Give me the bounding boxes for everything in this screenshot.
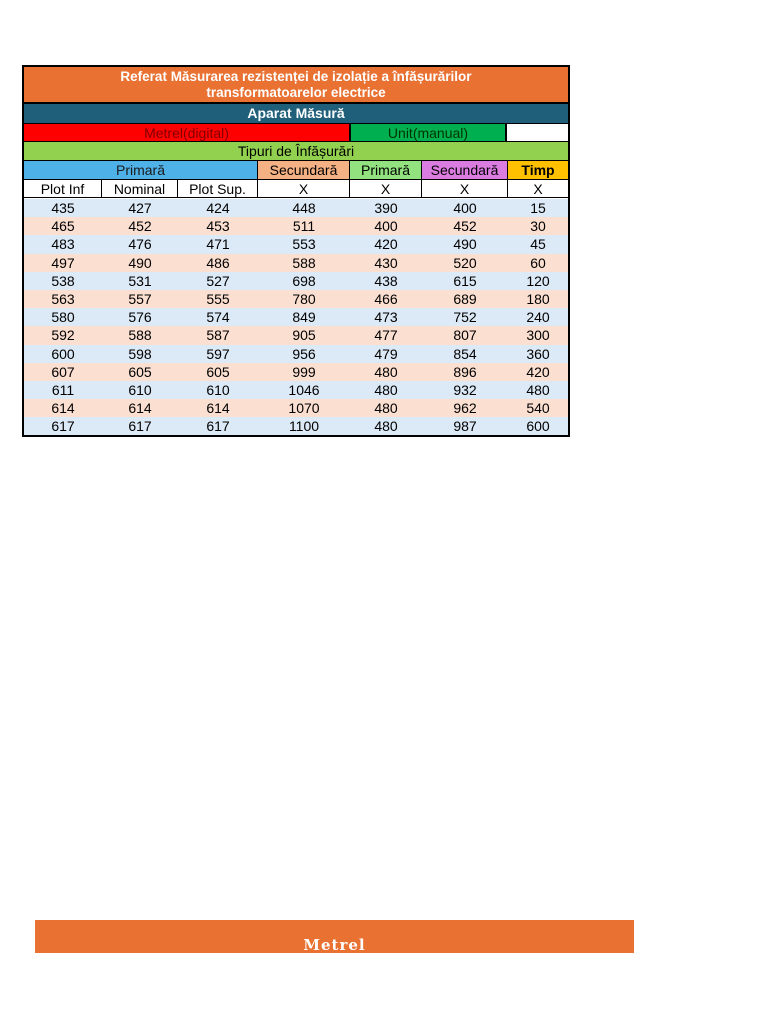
table-cell: 466 <box>374 290 398 307</box>
table-cell: 600 <box>526 418 550 435</box>
table-cell: 490 <box>453 236 477 253</box>
table-cell: 553 <box>292 236 316 253</box>
table-cell: 580 <box>51 309 75 326</box>
table-row <box>24 417 568 435</box>
table-cell: 588 <box>292 254 316 271</box>
table-cell: 600 <box>51 345 75 362</box>
table-cell: 480 <box>374 418 398 435</box>
table-cell: 531 <box>128 272 152 289</box>
table-cell: 698 <box>292 272 316 289</box>
table-row <box>24 345 568 363</box>
table-cell: 587 <box>206 327 230 344</box>
subheader-plot-sup: Plot Sup. <box>178 180 258 198</box>
table-body <box>24 198 568 435</box>
table-cell: 614 <box>128 400 152 417</box>
table-cell: 424 <box>206 200 230 216</box>
aparat-header: Aparat Măsură <box>24 104 568 124</box>
table-cell: 752 <box>453 309 477 326</box>
title-line-2: transformatoarelor electrice <box>206 85 386 100</box>
table-cell: 905 <box>292 327 316 344</box>
table-cell: 932 <box>453 381 477 398</box>
table-cell: 420 <box>374 236 398 253</box>
table-cell: 1046 <box>288 381 320 398</box>
table-cell: 476 <box>128 236 152 253</box>
table-row <box>24 199 568 217</box>
table-row <box>24 381 568 399</box>
table-cell: 120 <box>526 272 550 289</box>
tipuri-header: Tipuri de Înfășurări <box>24 142 568 161</box>
table-cell: 180 <box>526 290 550 307</box>
table-cell: 896 <box>453 363 477 380</box>
table-cell: 477 <box>374 327 398 344</box>
table-cell: 849 <box>292 309 316 326</box>
table-cell: 490 <box>128 254 152 271</box>
table-cell: 452 <box>453 218 477 235</box>
table-cell: 962 <box>453 400 477 417</box>
table-cell: 540 <box>526 400 550 417</box>
table-cell: 45 <box>530 236 546 253</box>
footer-text: Metrel <box>303 936 366 954</box>
title-line-1: Referat Măsurarea rezistenței de izolație a înfășurărilor <box>120 69 472 84</box>
table-cell: 420 <box>526 363 550 380</box>
table-cell: 588 <box>128 327 152 344</box>
table-cell: 465 <box>51 218 75 235</box>
table-cell: 617 <box>51 418 75 435</box>
table-cell: 471 <box>206 236 230 253</box>
table-cell: 527 <box>206 272 230 289</box>
table-title <box>24 67 568 104</box>
subheader-x-primara: X <box>350 180 422 198</box>
group-secundara-2: Secundară <box>422 161 508 180</box>
table-cell: 538 <box>51 272 75 289</box>
table-cell: 611 <box>51 381 75 398</box>
table-cell: 576 <box>128 309 152 326</box>
table-cell: 780 <box>292 290 316 307</box>
table-cell: 473 <box>374 309 398 326</box>
table-cell: 390 <box>374 200 398 216</box>
table-cell: 615 <box>453 272 477 289</box>
table-cell: 617 <box>128 418 152 435</box>
table-cell: 480 <box>526 381 550 398</box>
table-cell: 480 <box>374 363 398 380</box>
subheader-x-timp: X <box>508 180 568 198</box>
table-cell: 1070 <box>288 400 320 417</box>
table-row <box>24 399 568 417</box>
table-cell: 448 <box>292 200 316 216</box>
group-primara-2: Primară <box>350 161 422 180</box>
group-header-row <box>24 161 568 180</box>
table-cell: 617 <box>206 418 230 435</box>
table-cell: 360 <box>526 345 550 362</box>
table-cell: 614 <box>206 400 230 417</box>
table-cell: 30 <box>530 218 546 235</box>
table-cell: 480 <box>374 381 398 398</box>
table-cell: 486 <box>206 254 230 271</box>
subheader-x-secundara-2: X <box>422 180 508 198</box>
table-cell: 480 <box>374 400 398 417</box>
table-cell: 610 <box>128 381 152 398</box>
table-cell: 987 <box>453 418 477 435</box>
devices-row <box>24 124 568 142</box>
table-cell: 438 <box>374 272 398 289</box>
table-cell: 400 <box>374 218 398 235</box>
table-row <box>24 254 568 272</box>
table-cell: 956 <box>292 345 316 362</box>
table-row <box>24 217 568 235</box>
table-row <box>24 290 568 308</box>
table-row <box>24 326 568 344</box>
table-cell: 598 <box>128 345 152 362</box>
group-primara: Primară <box>24 161 258 180</box>
subheader-x-secundara: X <box>258 180 350 198</box>
table-cell: 479 <box>374 345 398 362</box>
table-cell: 511 <box>292 218 316 235</box>
subheader-nominal: Nominal <box>102 180 178 198</box>
table-cell: 563 <box>51 290 75 307</box>
device-digital: Metrel(digital) <box>24 124 351 142</box>
table-cell: 614 <box>51 400 75 417</box>
subheader-row <box>24 180 568 198</box>
group-secundara: Secundară <box>258 161 350 180</box>
table-cell: 555 <box>206 290 230 307</box>
table-cell: 430 <box>374 254 398 271</box>
table-row <box>24 363 568 381</box>
group-timp: Timp <box>508 161 568 180</box>
table-cell: 607 <box>51 363 75 380</box>
table-cell: 497 <box>51 254 75 271</box>
table-cell: 557 <box>128 290 152 307</box>
table-cell: 300 <box>526 327 550 344</box>
table-cell: 483 <box>51 236 75 253</box>
table-cell: 400 <box>453 200 477 216</box>
table-cell: 1100 <box>288 418 320 435</box>
measurement-table <box>22 65 570 437</box>
table-row <box>24 308 568 326</box>
device-manual: Unit(manual) <box>351 124 507 142</box>
table-cell: 574 <box>206 309 230 326</box>
table-cell: 592 <box>51 327 75 344</box>
table-cell: 999 <box>292 363 316 380</box>
table-cell: 597 <box>206 345 230 362</box>
subheader-plot-inf: Plot Inf <box>24 180 102 198</box>
table-cell: 427 <box>128 200 152 216</box>
table-cell: 452 <box>128 218 152 235</box>
table-row <box>24 272 568 290</box>
table-cell: 605 <box>128 363 152 380</box>
table-cell: 689 <box>453 290 477 307</box>
table-cell: 854 <box>453 345 477 362</box>
table-cell: 610 <box>206 381 230 398</box>
device-blank-cell <box>507 124 568 142</box>
table-row <box>24 235 568 253</box>
table-cell: 807 <box>453 327 477 344</box>
table-cell: 605 <box>206 363 230 380</box>
table-cell: 240 <box>526 309 550 326</box>
table-cell: 453 <box>206 218 230 235</box>
footer-bar <box>35 920 634 953</box>
table-cell: 60 <box>530 254 546 271</box>
table-cell: 15 <box>530 200 546 216</box>
table-cell: 520 <box>453 254 477 271</box>
table-cell: 435 <box>51 200 75 216</box>
